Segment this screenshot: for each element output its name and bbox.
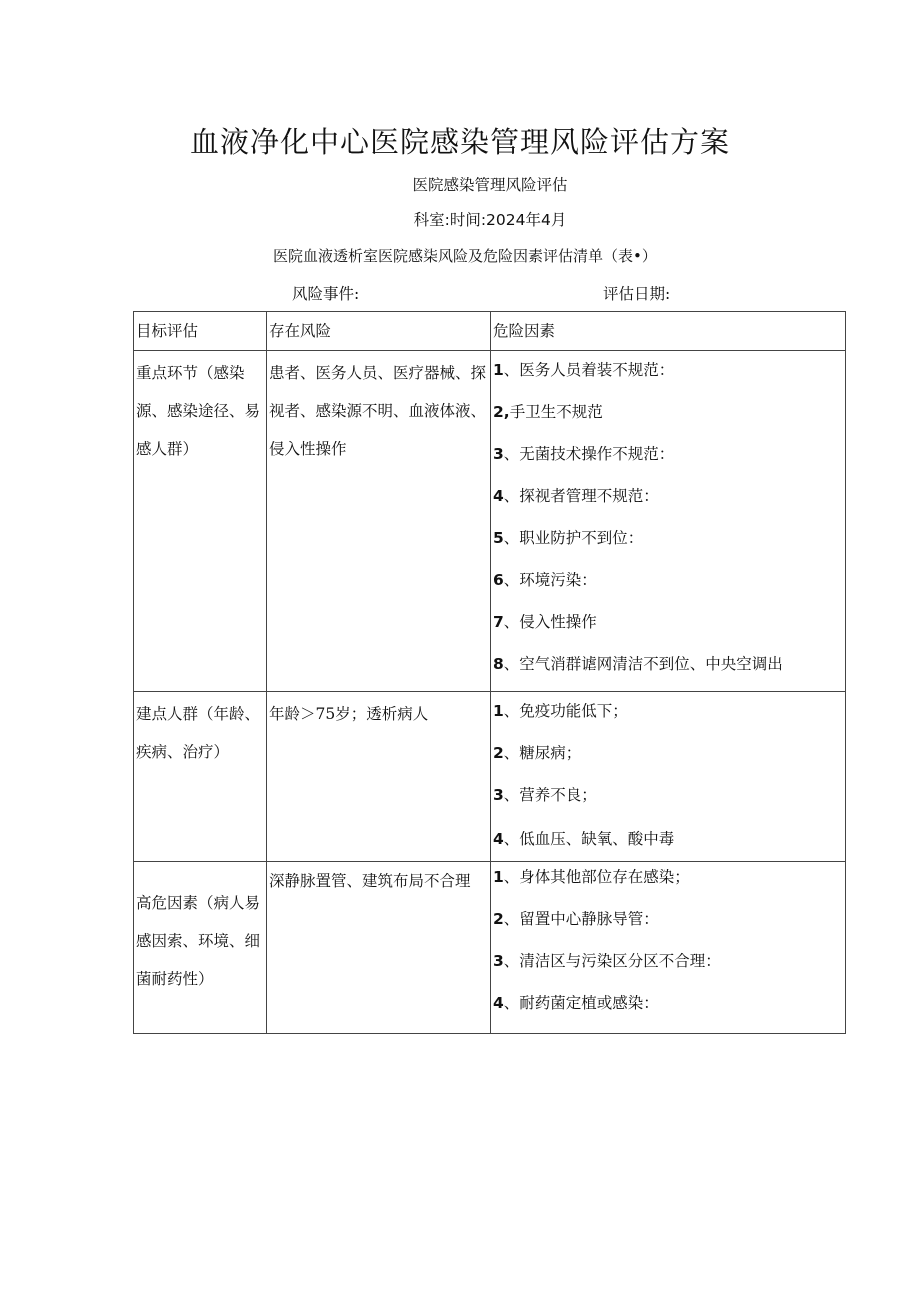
target-cell: 高危因素（病人易感因索、环境、细菌耐药性）	[136, 894, 261, 988]
list-title: 医院血液透析室医院感柒风险及危险因素评估清单（表•）	[273, 247, 657, 265]
factor-item: 3、清洁区与污染区分区不合理：	[493, 952, 721, 970]
factor-item: 2,手卫生不规范	[493, 403, 603, 421]
risk-cell: 年龄＞75岁；透析病人	[269, 705, 429, 723]
factor-item: 4、低血压、缺氧、酸中毒	[493, 830, 675, 846]
risk-cell: 患者、医务人员、医疗器械、探视者、感染源不明、血液体液、侵入性操作	[269, 364, 487, 458]
department-time-line: 科室:时间:2024年4月	[413, 211, 567, 229]
target-cell: 重点环节（感染源、感染途径、易感人群）	[136, 364, 261, 458]
risk-cell: 深静脉置管、建筑布局不合理	[269, 872, 471, 890]
factor-item: 3、营养不良；	[493, 786, 597, 804]
factor-item: 4、探视者管理不规范：	[493, 487, 659, 505]
document-title: 血液净化中心医院感染管理风险评估方案	[189, 125, 730, 159]
factor-item: 7、侵入性操作	[493, 613, 597, 631]
table-header-row	[134, 312, 846, 351]
header-factors: 危险因素	[491, 312, 846, 351]
factor-item: 1、身体其他部位存在感染；	[493, 868, 690, 886]
factor-item: 8、空气消群谑网清洁不到位、中央空调出	[493, 655, 783, 673]
factor-item: 3、无菌技术操作不规范：	[493, 445, 675, 463]
factor-list	[491, 351, 845, 691]
factor-item: 2、留置中心静脉导管：	[493, 910, 659, 928]
factor-item: 2、糖尿病；	[493, 744, 582, 762]
risk-assessment-table	[133, 311, 846, 1034]
table-row	[134, 351, 846, 692]
table-row	[134, 862, 846, 1034]
risk-event-label: 风险事件:	[292, 285, 360, 303]
factor-item: 5、职业防护不到位：	[493, 529, 644, 547]
factor-item: 1、免疫功能低下；	[493, 702, 628, 720]
factor-item: 6、环境污染：	[493, 571, 597, 589]
document-subtitle: 医院感染管理风险评估	[412, 176, 568, 194]
factor-item: 1、医务人员着装不规范：	[493, 361, 675, 379]
target-cell: 建点人群（年龄、疾病、治疗）	[136, 705, 261, 761]
header-target: 目标评估	[134, 312, 267, 351]
factor-list	[491, 692, 845, 846]
factor-item: 4、耐药菌定植或感染：	[493, 994, 659, 1012]
header-risk: 存在风险	[267, 312, 491, 351]
factor-list	[491, 862, 845, 1030]
table-row	[134, 692, 846, 862]
assessment-date-label: 评估日期:	[603, 285, 671, 303]
